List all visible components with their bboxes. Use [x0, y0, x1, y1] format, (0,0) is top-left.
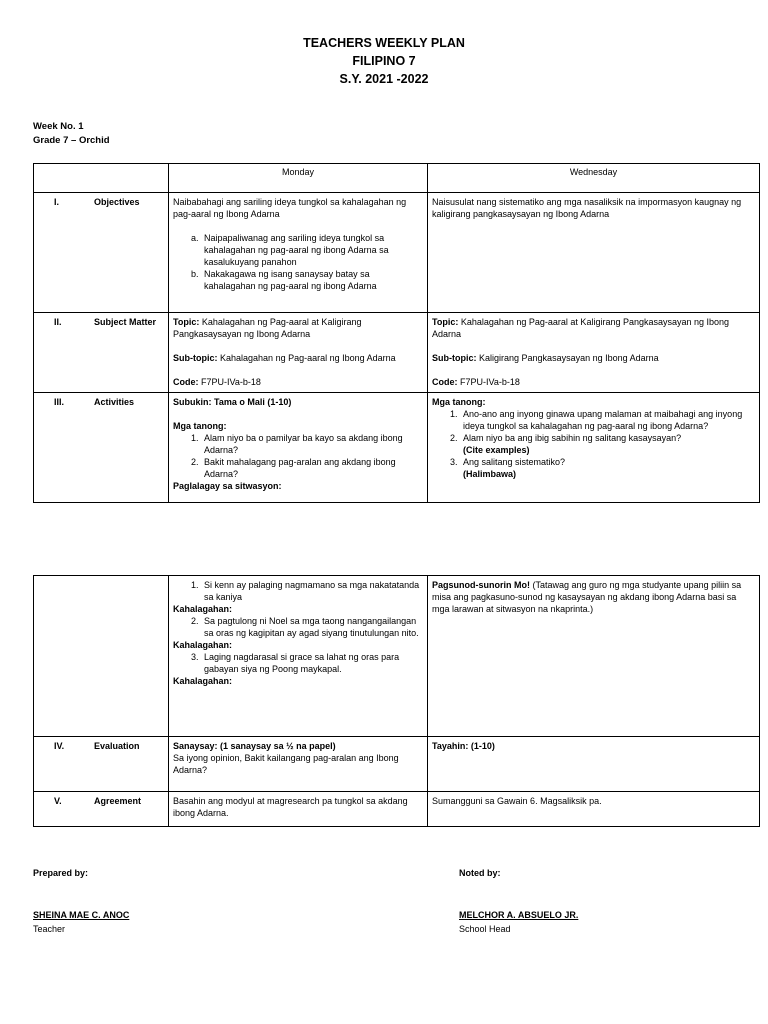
situation-list — [173, 651, 423, 675]
prepared-by-label: Prepared by: — [33, 868, 89, 878]
activity-tail: Paglalagay sa sitwasyon: — [173, 481, 282, 491]
monday-cell — [169, 393, 428, 503]
document-title-block — [0, 34, 768, 88]
activity-head: Subukin: Tama o Mali (1-10) — [173, 397, 292, 407]
list-item: b. Nakakagawa ng isang sanaysay batay sa kahalagahan ng pag-aaral ng ibong Adarna — [191, 269, 377, 291]
row-label-empty — [34, 576, 169, 737]
list-item: 1. Alam niyo ba o pamilyar ba kayo sa akdang ibong Adarna? — [191, 433, 403, 455]
header-row — [34, 164, 760, 193]
prepared-by-role: Teacher — [33, 924, 66, 934]
wednesday-cell: Pagsunod-sunorin Mo! (Tatawag ang guro ng mga studyante upang piliin sa misa ang pagkasuno-sunod ng kasaysayan ng akdang ibong Adarna basi sa mga larawan at sitwasyon na nkaprinta.) — [428, 576, 760, 737]
code: Code: F7PU-IVa-b-18 — [173, 377, 261, 387]
monday-cell: Sanaysay: (1 sanaysay sa ½ na papel) Sa iyong opinion, Bakit kailangang pag-aralan ang Ibong Adarna? — [169, 737, 428, 792]
school-year: S.Y. 2021 -2022 — [339, 72, 429, 86]
blank-header-cell — [34, 164, 169, 193]
grade-section: Grade 7 – Orchid — [33, 135, 110, 146]
row-label: II. Subject Matter — [34, 313, 169, 393]
question-list — [432, 408, 755, 480]
subject-title: FILIPINO 7 — [352, 54, 416, 68]
list-item: 3. Ang salitang sistematiko? (Halimbawa) — [450, 457, 566, 479]
subject-matter-row — [34, 313, 760, 393]
objective-list — [173, 232, 423, 292]
monday-cell: 1. Si kenn ay palaging nagmamano sa mga nakatatanda sa kaniya Kahalagahan: 2. Sa pagtulong ni Noel sa mga taong nangangailangan sa oras ng kagipitan ay agad siyang tinutulungan nito. Kahalagahan: 3. Laging nagdarasal si grace sa lahat ng oras para gabayan siya ng Poong maykapal. Kahalagahan: — [169, 576, 428, 737]
list-item: 1. Ano-ano ang inyong ginawa upang malaman at maibahagi ang inyong ideya tungkol sa kahalagahan ng pag-aaral ng ibong Adarna? — [450, 409, 743, 431]
wednesday-cell: Sumangguni sa Gawain 6. Magsaliksik pa. — [428, 792, 760, 827]
list-item: 2. Sa pagtulong ni Noel sa mga taong nangangailangan sa oras ng kagipitan ay agad siyang tinutulungan nito. — [191, 616, 419, 638]
list-item: a. Naipapaliwanag ang sariling ideya tungkol sa kahalagahan ng pag-aaral ng ibong Adarna sa kasalukuyang panahon — [191, 233, 389, 267]
document-title: TEACHERS WEEKLY PLAN — [303, 36, 465, 50]
list-item: 3. Laging nagdarasal si grace sa lahat ng oras para gabayan siya ng Poong maykapal. — [191, 652, 400, 674]
topic: Topic: Kahalagahan ng Pag-aaral at Kaligirang Pangkasaysayan ng Ibong Adarna — [432, 317, 730, 339]
monday-cell — [169, 193, 428, 313]
prepared-by-name: SHEINA MAE C. ANOC — [33, 910, 130, 920]
questions-label: Mga tanong: — [432, 397, 486, 407]
activities-row — [34, 393, 760, 503]
section-number: I. — [54, 197, 60, 207]
topic: Topic: Kahalagahan ng Pag-aaral at Kaligirang Pangkasaysayan ng Ibong Adarna — [173, 317, 362, 339]
code: Code: F7PU-IVa-b-18 — [432, 377, 520, 387]
section-label: Objectives — [94, 197, 140, 207]
wednesday-cell: Tayahin: (1-10) — [428, 737, 760, 792]
question-list — [173, 432, 423, 480]
activities-continued-row — [34, 576, 760, 737]
subtopic: Sub-topic: Kahalagahan ng Pag-aaral ng Ibong Adarna — [173, 353, 396, 363]
monday-cell — [169, 313, 428, 393]
noted-by-name: MELCHOR A. ABSUELO JR. — [459, 910, 579, 920]
row-label: III. Activities — [34, 393, 169, 503]
wednesday-cell — [428, 313, 760, 393]
wednesday-cell — [428, 393, 760, 503]
plan-meta — [33, 120, 110, 148]
objective-intro: Naibabahagi ang sariling ideya tungkol sa kahalagahan ng pag-aaral ng Ibong Adarna — [173, 197, 407, 219]
monday-header: Monday — [169, 164, 428, 193]
list-item: 2. Bakit mahalagang pag-aralan ang akdang ibong Adarna? — [191, 457, 396, 479]
wednesday-header: Wednesday — [428, 164, 760, 193]
wednesday-cell: Naisusulat nang sistematiko ang mga nasaliksik na impormasyon kaugnay ng kaligirang pangkasaysayan ng Ibong Adarna — [428, 193, 760, 313]
monday-cell: Basahin ang modyul at magresearch pa tungkol sa akdang ibong Adarna. — [169, 792, 428, 827]
list-item: 1. Si kenn ay palaging nagmamano sa mga nakatatanda sa kaniya — [191, 580, 420, 602]
situation-list — [173, 615, 423, 639]
noted-by-label: Noted by: — [459, 868, 501, 878]
weekly-plan-table-part1 — [33, 163, 760, 503]
evaluation-row — [34, 737, 760, 792]
list-item: 2. Alam niyo ba ang ibig sabihin ng salitang kasaysayan? (Cite examples) — [450, 433, 682, 455]
weekly-plan-table-part2 — [33, 575, 760, 827]
row-label: V. Agreement — [34, 792, 169, 827]
row-label: IV. Evaluation — [34, 737, 169, 792]
week-number: Week No. 1 — [33, 121, 84, 132]
subtopic: Sub-topic: Kaligirang Pangkasaysayan ng Ibong Adarna — [432, 353, 659, 363]
noted-by-block — [459, 866, 578, 936]
situation-list — [173, 579, 423, 603]
objectives-row — [34, 193, 760, 313]
agreement-row — [34, 792, 760, 827]
row-label — [34, 193, 169, 313]
noted-by-role: School Head — [459, 924, 511, 934]
questions-label: Mga tanong: — [173, 421, 227, 431]
prepared-by-block — [33, 866, 129, 936]
